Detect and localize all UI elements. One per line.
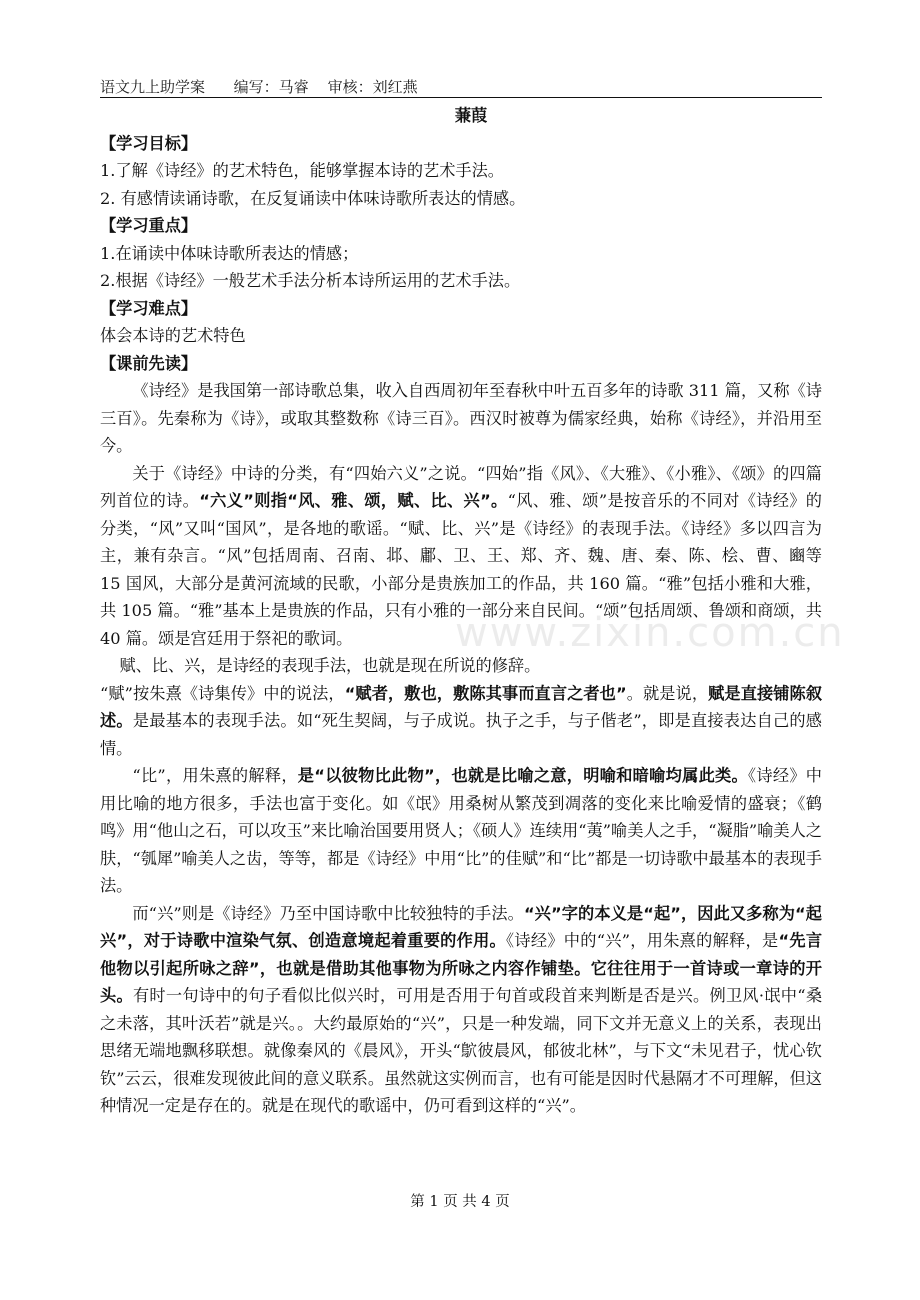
paragraph-classification: 关于《诗经》中诗的分类，有“四始六义”之说。“四始”指《风》、《大雅》、《小雅》、《颂》的四篇列首位的诗。“六义”则指“风、雅、颂，赋、比、兴”。“风、雅、颂”是按音乐的不同对《诗经》的分类，“风”又叫“国风”，是各地的歌谣。“赋、比、兴”是《诗经》的表现手法。《诗经》多以四言为主，兼有杂言。“风”包括周南、召南、邶、鄘、卫、王、郑、齐、魏、唐、秦、陈、桧、曹、豳等 15 国风，大部分是黄河流域的民歌，小部分是贵族加工的作品，共 160 篇。“雅”包括小雅和大雅，共 105 篇。“雅”基本上是贵族的作品，只有小雅的一部分来自民间。“颂”包括周颂、鲁颂和商颂，共 40 篇。颂是宫廷用于祭祀的歌词。 [100,463,822,648]
document-title: 蒹葭 [454,106,488,125]
emphasis-text: “赋者，敷也，敷陈其事而直言之者也” [344,683,627,703]
difficulty-item: 体会本诗的艺术特色 [100,326,246,345]
paragraph-bi: “比”，用朱熹的解释，是“以彼物比此物”，也就是比喻之意，明喻和暗喻均属此类。《诗经》中用比喻的地方很多，手法也富于变化。如《氓》用桑树从繁茂到凋落的变化来比喻爱情的盛衰；《鹤鸣》用“他山之石，可以攻玉”来比喻治国要用贤人；《硕人》连续用“荑”喻美人之手，“凝脂”喻美人之肤，“瓠犀”喻美人之齿，等等，都是《诗经》中用“比”的佳赋”和“比”都是一切诗歌中最基本的表现手法。 [100,766,822,895]
heading-difficulty: 【学习难点】 [100,298,198,318]
emphasis-text: 是“以彼物比此物”，也就是比喻之意，明喻和暗喻均属此类。 [297,766,748,785]
paragraph-techniques: 赋、比、兴，是诗经的表现手法，也就是现在所说的修辞。 [119,656,541,675]
watermark: www.zixin.com.cn [455,610,845,656]
page-header: 语文九上助学案 编写：马睿 审核：刘红燕 [100,78,418,96]
goal-item: 2. 有感情读诵诗歌，在反复诵读中体味诗歌所表达的情感。 [100,188,526,208]
heading-goals: 【学习目标】 [100,133,198,153]
emphasis-text: 赋是直接铺陈叙述。 [100,683,823,730]
header-rule [100,97,822,98]
emphasis-text: “六义”则指“风、雅、颂，赋、比、兴”。 [199,491,508,510]
focus-item: 1.在诵读中体味诗歌所表达的情感； [100,243,359,263]
document-body [100,102,822,1120]
focus-item: 2.根据《诗经》一般艺术手法分析本诗所运用的艺术手法。 [100,271,521,290]
emphasis-text: “兴”字的本义是“起”，因此又多称为“起兴”，对于诗歌中渲染气氛、创造意境起着重要的作用。 [100,903,822,950]
page-footer: 第 1 页 共 4 页 [410,1194,510,1210]
heading-preread: 【课前先读】 [100,353,198,373]
heading-focus: 【学习重点】 [100,216,198,235]
goal-item: 1.了解《诗经》的艺术特色，能够掌握本诗的艺术手法。 [100,161,504,180]
paragraph-intro: 《诗经》是我国第一部诗歌总集，收入自西周初年至春秋中叶五百多年的诗歌 311 篇，又称《诗三百》。先秦称为《诗》，或取其整数称《诗三百》。西汉时被尊为儒家经典，始称《诗经》，并沿用至今。 [100,381,822,455]
paragraph-xing: 而“兴”则是《诗经》乃至中国诗歌中比较独特的手法。“兴”字的本义是“起”，因此又多称为“起兴”，对于诗歌中渲染气氛、创造意境起着重要的作用。《诗经》中的“兴”，用朱熹的解释，是“先言他物以引起所咏之辞”，也就是借助其他事物为所咏之内容作铺垫。它往往用于一首诗或一章诗的开头。有时一句诗中的句子看似比似兴时，可用是否用于句首或段首来判断是否是兴。例卫风·氓中“桑之未落，其叶沃若”就是兴。。大约最原始的“兴”，只是一种发端，同下文并无意义上的关系，表现出思绪无端地飘移联想。就像秦风的《晨风》，开头“鴥彼晨风，郁彼北林”，与下文“未见君子，忧心钦钦”云云，很难发现彼此间的意义联系。虽然就这实例而言，也有可能是因时代悬隔才不可理解，但这种情况一定是存在的。就是在现代的歌谣中，仍可看到这样的“兴”。 [100,903,823,1115]
emphasis-text: “先言他物以引起所咏之辞”，也就是借助其他事物为所咏之内容作铺垫。它往往用于一首诗或一章诗的开头。 [100,931,823,1005]
paragraph-fu: “赋”按朱熹《诗集传》中的说法，“赋者，敷也，敷陈其事而直言之者也”。就是说，赋是直接铺陈叙述。是最基本的表现手法。如“死生契阔，与子成说。执子之手，与子偕老”，即是直接表达自己的感情。 [100,683,823,758]
